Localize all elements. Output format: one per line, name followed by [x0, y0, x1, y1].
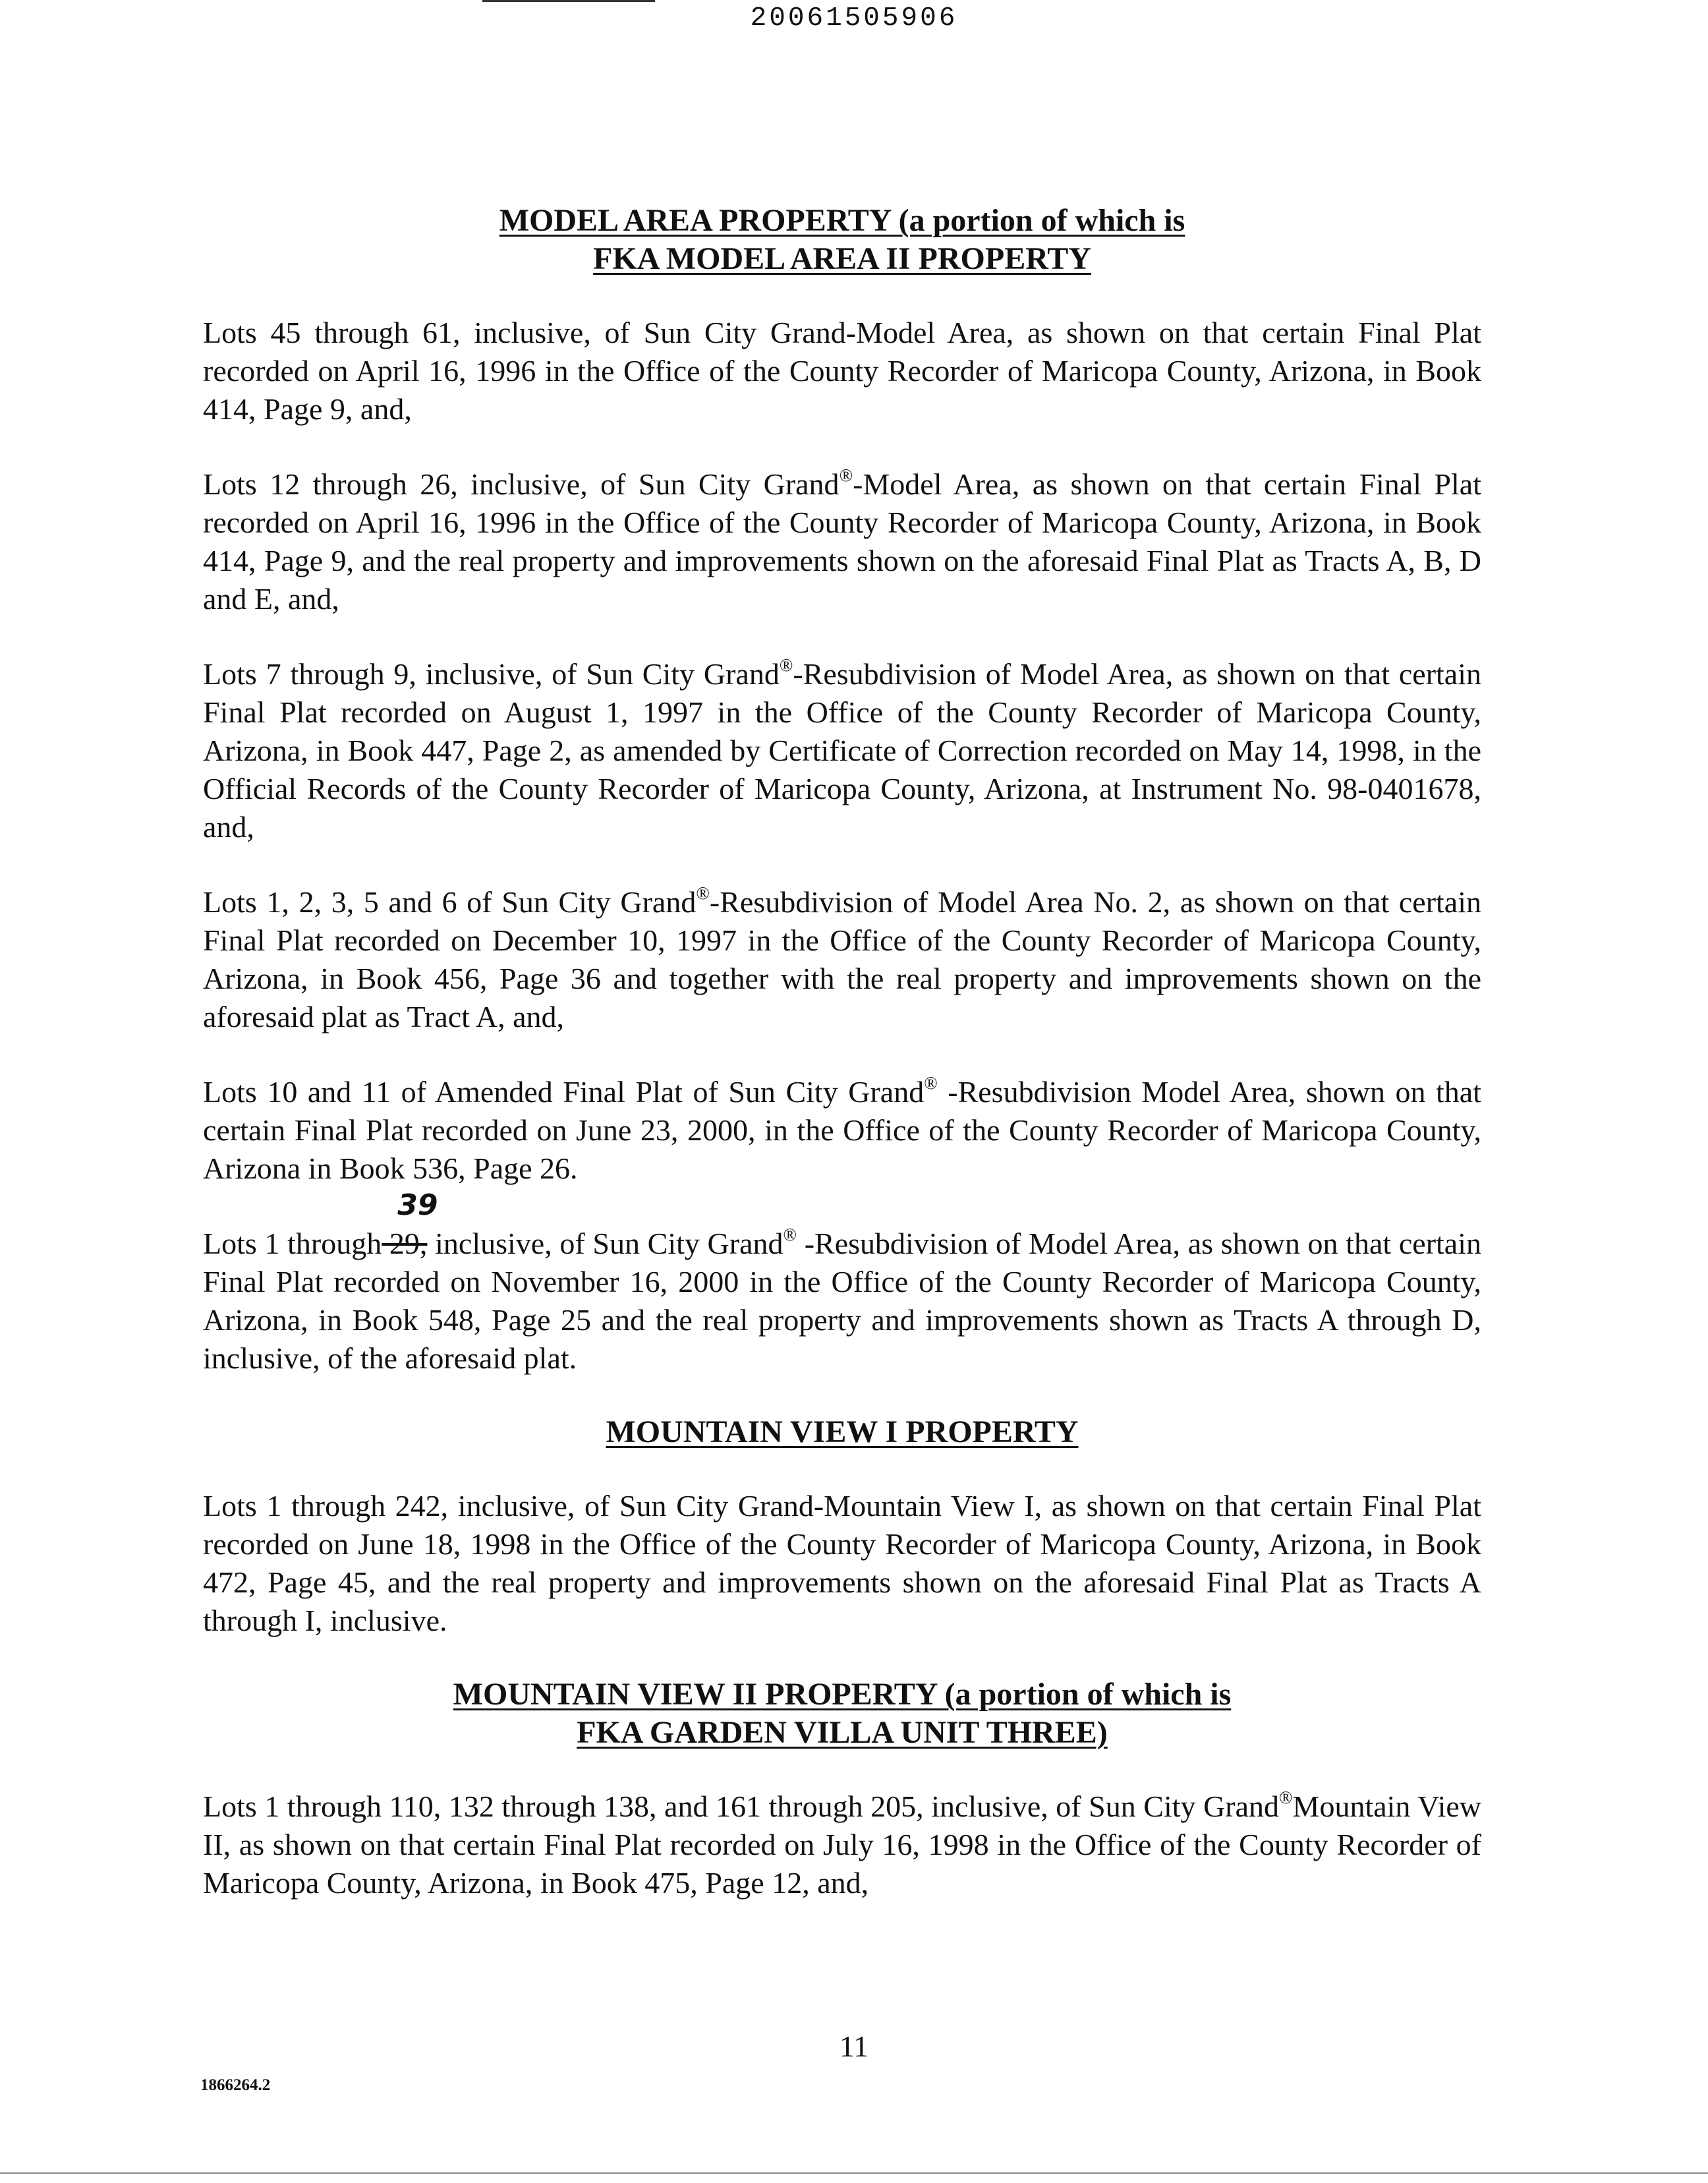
paragraph-mountain-view-2-lots: Lots 1 through 110, 132 through 138, and 161 through 205, inclusive, of Sun City Grand®Mountain View II, as shown on that certain Final Plat recorded on July 16, 1998 in the Office of the County Recorder of Maricopa County, Arizona, in Book 475, Page 12, and, — [203, 1787, 1482, 1900]
heading-model-area-line2: FKA MODEL AREA II PROPERTY — [593, 241, 1091, 276]
bottom-rule — [0, 2172, 1708, 2174]
handwritten-correction — [382, 1188, 438, 1260]
heading-mountain-view-2-line2: FKA GARDEN VILLA UNIT THREE) — [577, 1715, 1108, 1750]
heading-mountain-view-1: MOUNTAIN VIEW I PROPERTY — [606, 1414, 1079, 1449]
heading-model-area-line1: MODEL AREA PROPERTY (a portion of which is — [499, 203, 1185, 238]
page-number: 11 — [839, 2029, 869, 2063]
registered-mark: ® — [783, 1224, 797, 1244]
registered-mark: ® — [1279, 1787, 1293, 1807]
top-rule — [482, 0, 655, 2]
paragraph-model-area-lots-12-26: Lots 12 through 26, inclusive, of Sun City Grand®-Model Area, as shown on that certain Final Plat recorded on April 16, 1996 in the Office of the County Recorder of Maricopa County, Arizona, in Book 414, Page 9, and the real property and improvements shown on the aforesaid Final Plat as Tracts A, B, D and E, and, — [203, 465, 1481, 616]
registered-mark: ® — [839, 465, 853, 485]
paragraph-mountain-view-1-lots: Lots 1 through 242, inclusive, of Sun City Grand-Mountain View I, as shown on that certain Final Plat recorded on June 18, 1998 in the Office of the County Recorder of Maricopa County, Arizona, in Book 472, Page 45, and the real property and improvements shown on the aforesaid Final Plat as Tracts A through I, inclusive. — [203, 1489, 1481, 1637]
registered-mark: ® — [924, 1072, 938, 1093]
handwritten-note: 39 — [397, 1188, 438, 1222]
registered-mark: ® — [779, 655, 793, 675]
document-id: 1866264.2 — [200, 2076, 271, 2094]
heading-mountain-view-2-line1: MOUNTAIN VIEW II PROPERTY (a portion of which is — [453, 1677, 1232, 1712]
paragraph-model-area-lots-7-9: Lots 7 through 9, inclusive, of Sun City Grand®-Resubdivision of Model Area, as shown on that certain Final Plat recorded on August 1, 1997 in the Office of the County Recorder of Maricopa County, Arizona, in Book 447, Page 2, as amended by Certificate of Correction recorded on May 14, 1998, in the Official Records of the County Recorder of Maricopa County, Arizona, at Instrument No. 98-0401678, and, — [203, 655, 1481, 844]
recording-number: 20061505906 — [750, 3, 958, 34]
paragraph-resubdivision-lots-1-39: Lots 1 through 39 29, inclusive, of Sun City Grand® -Resubdivision of Model Area, as shown on that certain Final Plat recorded on November 16, 2000 in the Office of the County Recorder of Maricopa County, Arizona, in Book 548, Page 25 and the real property and improvements shown as Tracts A through D, inclusive, of the aforesaid plat. — [203, 1188, 1482, 1375]
document-body — [203, 202, 1481, 1902]
registered-mark: ® — [696, 883, 710, 903]
paragraph-model-area-lots-45-61: Lots 45 through 61, inclusive, of Sun City Grand-Model Area, as shown on that certain Final Plat recorded on April 16, 1996 in the Office of the County Recorder of Maricopa County, Arizona, in Book 414, Page 9, and, — [203, 316, 1481, 426]
paragraph-amended-plat-lots-10-11: Lots 10 and 11 of Amended Final Plat of Sun City Grand® -Resubdivision Model Area, shown on that certain Final Plat recorded on June 23, 2000, in the Office of the County Recorder of Maricopa County, Arizona in Book 536, Page 26. — [203, 1072, 1482, 1185]
paragraph-model-area-no2-lots: Lots 1, 2, 3, 5 and 6 of Sun City Grand®-Resubdivision of Model Area No. 2, as shown on that certain Final Plat recorded on December 10, 1997 in the Office of the County Recorder of Maricopa County, Arizona, in Book 456, Page 36 and together with the real property and improvements shown on the aforesaid plat as Tract A, and, — [203, 883, 1482, 1033]
struck-text: 29, — [382, 1227, 428, 1260]
